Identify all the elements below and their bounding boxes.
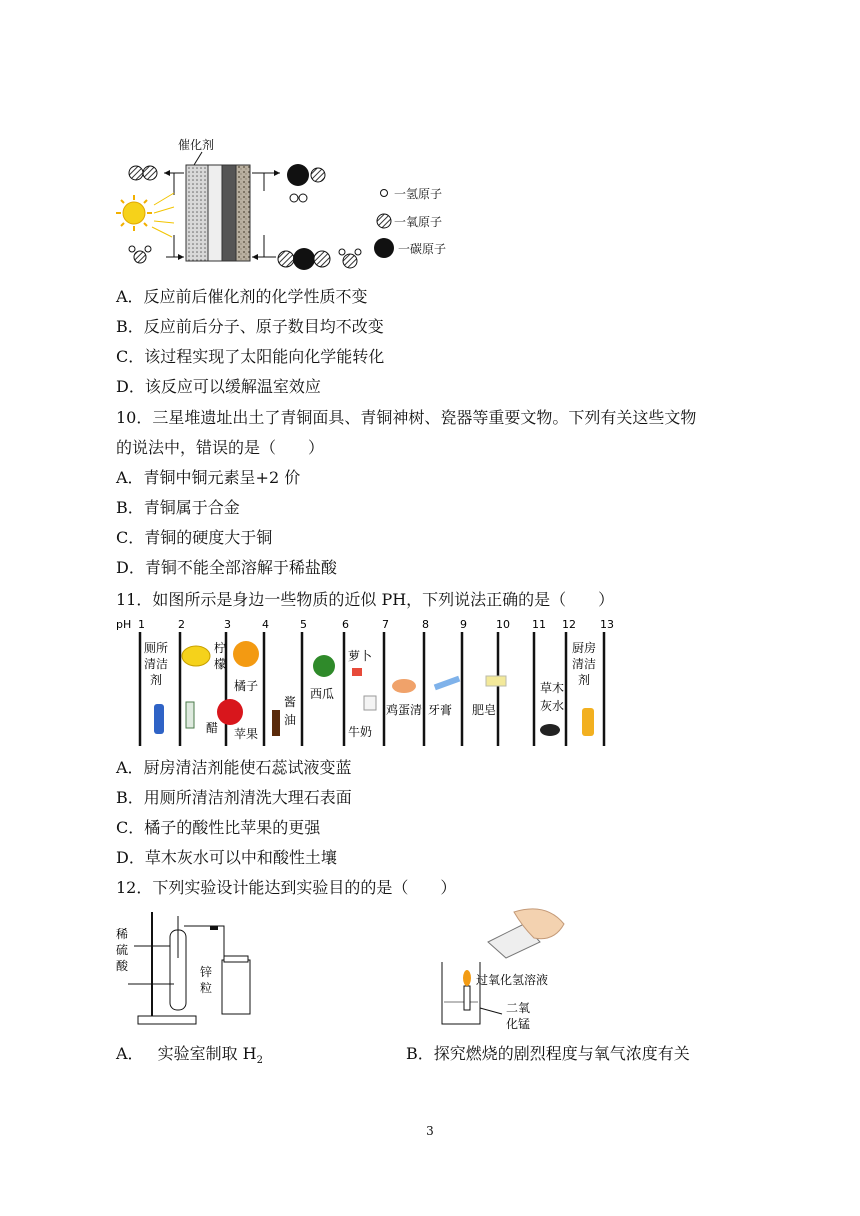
ph-axis-label: pH (116, 618, 132, 631)
q11-option-c: C．橘子的酸性比苹果的更强 (116, 818, 321, 837)
q12-stem: 12．下列实验设计能达到实验目的的是（ ） (116, 878, 457, 897)
ph-tick: 11 (532, 618, 546, 631)
atom-legend (374, 187, 446, 258)
q12-option-a-subscript: 2 (256, 1055, 263, 1067)
lemon-label-2: 檬 (214, 657, 227, 671)
legend-oxygen: 一氧原子 (394, 215, 443, 229)
q10-option-a: A．青铜中铜元素呈+2 价 (116, 468, 301, 487)
vinegar-label: 醋 (206, 721, 219, 735)
ash-water-label-2: 灰水 (540, 699, 565, 713)
egg-white-icon (392, 679, 416, 693)
catalyst-layer-1 (186, 165, 208, 261)
watermelon-icon (313, 655, 335, 677)
ash-water-label-1: 草木 (540, 681, 565, 695)
q11-option-a: A．厨房清洁剂能使石蕊试液变蓝 (116, 758, 352, 777)
soy-label-2: 油 (284, 713, 297, 727)
zinc-label-2: 粒 (200, 981, 213, 995)
q11-option-b: B．用厕所清洁剂清洗大理石表面 (116, 788, 352, 807)
mno2-label-1: 二氧 (506, 1001, 531, 1015)
combustion-experiment-figure (436, 902, 592, 1032)
lemon-label-1: 柠 (214, 641, 227, 655)
kitchen-cleaner-label-3: 剂 (578, 673, 591, 687)
catalyst-layer-4 (236, 165, 250, 261)
ph-tick: 12 (562, 618, 576, 631)
watermelon-label: 西瓜 (310, 687, 335, 701)
q10-option-d: D．青铜不能全部溶解于稀盐酸 (116, 558, 337, 577)
q11-option-d: D．草木灰水可以中和酸性土壤 (116, 848, 337, 867)
q9-option-d: D．该反应可以缓解温室效应 (116, 377, 321, 396)
zinc-label-1: 锌 (200, 965, 213, 979)
kitchen-cleaner-bottle-icon (582, 708, 594, 736)
ph-tick: 3 (224, 618, 231, 631)
q11-stem: 11．如图所示是身边一些物质的近似 PH，下列说法正确的是（ ） (116, 590, 615, 609)
apple-icon (217, 699, 243, 725)
q9-option-b: B．反应前后分子、原子数目均不改变 (116, 317, 384, 336)
soap-icon (486, 676, 506, 686)
ph-tick: 8 (422, 618, 429, 631)
ph-tick: 9 (460, 618, 467, 631)
acid-label-3: 酸 (116, 959, 129, 973)
h2o2-label: 过氧化氢溶液 (476, 973, 549, 987)
q9-option-c: C．该过程实现了太阳能向化学能转化 (116, 347, 385, 366)
flame-icon (463, 970, 471, 986)
q12-option-a (116, 1044, 263, 1071)
catalyst-layer-2 (208, 165, 222, 261)
orange-icon (233, 641, 259, 667)
ph-tick-labels (138, 618, 614, 631)
legend-hydrogen: 一氢原子 (394, 187, 443, 201)
catalyst-reaction-diagram (112, 135, 472, 273)
q10-option-b: B．青铜属于合金 (116, 498, 240, 517)
toothpaste-icon (434, 676, 460, 691)
hydrogen-apparatus-figure (114, 908, 270, 1028)
kitchen-cleaner-label-2: 清洁 (572, 657, 597, 671)
q10-stem-line1: 10．三星堆遗址出土了青铜面具、青铜神树、瓷器等重要文物。下列有关这些文物 (116, 408, 697, 427)
catalyst-label: 催化剂 (178, 138, 215, 152)
radish-icon (352, 668, 362, 676)
orange-label: 橘子 (234, 679, 259, 693)
ph-scale-figure (114, 616, 618, 748)
q10-stem-line2: 的说法中，错误的是（ ） (116, 438, 325, 457)
ph-tick: 5 (300, 618, 307, 631)
ph-tick: 10 (496, 618, 510, 631)
egg-white-label: 鸡蛋清 (386, 703, 423, 717)
soy-bottle-icon (272, 710, 280, 736)
ash-water-icon (540, 724, 560, 736)
apple-label: 苹果 (234, 727, 259, 741)
lemon-icon (182, 646, 210, 666)
acid-label-2: 硫 (116, 943, 129, 957)
q12-option-a-text: 实验室制取 H (157, 1044, 257, 1063)
ph-tick: 2 (178, 618, 185, 631)
toilet-cleaner-label-2: 清洁 (144, 657, 169, 671)
milk-label: 牛奶 (348, 725, 373, 739)
q9-option-a: A．反应前后催化剂的化学性质不变 (116, 287, 368, 306)
sun-icon (116, 193, 174, 237)
q10-option-c: C．青铜的硬度大于铜 (116, 528, 273, 547)
legend-carbon: 一碳原子 (398, 242, 447, 256)
ph-tick: 1 (138, 618, 145, 631)
radish-label: 萝卜 (348, 649, 373, 663)
acid-label-1: 稀 (116, 927, 129, 941)
toothpaste-label: 牙膏 (428, 703, 453, 717)
q12-option-b: B．探究燃烧的剧烈程度与氧气浓度有关 (406, 1044, 690, 1063)
kitchen-cleaner-label-1: 厨房 (572, 641, 597, 655)
page-number: 3 (426, 1124, 434, 1138)
vinegar-bottle-icon (186, 702, 194, 728)
catalyst-layer-3 (222, 165, 236, 261)
milk-icon (364, 696, 376, 710)
ph-tick: 4 (262, 618, 269, 631)
toilet-cleaner-label-1: 厕所 (144, 641, 169, 655)
soy-label-1: 酱 (284, 695, 297, 709)
toilet-cleaner-bottle-icon (154, 704, 164, 734)
ph-tick: 6 (342, 618, 349, 631)
ph-tick: 13 (600, 618, 614, 631)
ph-tick: 7 (382, 618, 389, 631)
q12-option-a-prefix: A． (116, 1044, 144, 1063)
mno2-label-2: 化锰 (506, 1017, 531, 1031)
soap-label: 肥皂 (472, 703, 497, 717)
toilet-cleaner-label-3: 剂 (150, 673, 163, 687)
